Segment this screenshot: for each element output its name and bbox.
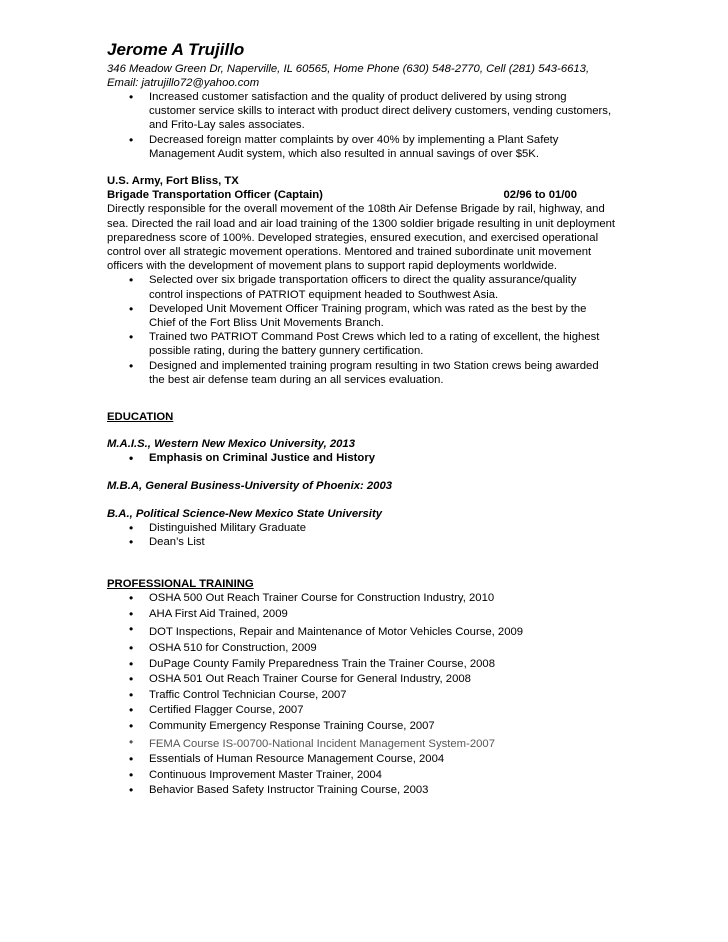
list-item: • Behavior Based Safety Instructor Training Course, 2003 [107, 783, 523, 799]
top-bullets [107, 90, 612, 161]
list-item: • Community Emergency Response Training Course, 2007 [107, 719, 523, 735]
list-item: • Traffic Control Technician Course, 2007 [107, 688, 523, 704]
contact-info [107, 62, 627, 90]
list-item: • OSHA 510 for Construction, 2009 [107, 641, 523, 657]
list-item: • Trained two PATRIOT Command Post Crews which led to a rating of excellent, the highest possible rating, during the battery gunnery certification. [107, 330, 612, 358]
degree-mba: M.B.A, General Business-University of Phoenix: 2003 [107, 480, 393, 492]
list-item: • Increased customer satisfaction and the quality of product delivered by using strong customer service skills to interact with product direct delivery customers, vending customers, and Frito-Lay sales associates. [107, 90, 612, 133]
list-item: • AHA First Aid Trained, 2009 [107, 607, 523, 623]
list-item: • Essentials of Human Resource Management Course, 2004 [107, 752, 523, 768]
training-section [107, 577, 523, 799]
list-item: • Developed Unit Movement Officer Training program, which was rated as the best by the Chief of the Fort Bliss Unit Movements Branch. [107, 302, 612, 330]
list-item: • OSHA 500 Out Reach Trainer Course for Construction Industry, 2010 [107, 591, 523, 607]
address-line: 346 Meadow Green Dr, Naperville, IL 60565, Home Phone (630) 548-2770, Cell (281) 543-6613, [107, 63, 590, 75]
list-item: • DuPage County Family Preparedness Train the Trainer Course, 2008 [107, 657, 523, 673]
degree-maas: M.A.I.S., Western New Mexico University, 2013 [107, 438, 355, 450]
list-item: • Emphasis on Criminal Justice and History [107, 451, 375, 465]
list-item: • Continuous Improvement Master Trainer, 2004 [107, 768, 523, 784]
list-item: • FEMA Course IS-00700-National Incident Management System-2007 [107, 735, 523, 753]
army-title-row [107, 188, 577, 202]
list-item: • Designed and implemented training program resulting in two Station crews being awarded the best air defense team during an all services evaluation. [107, 359, 612, 387]
education-heading: EDUCATION [107, 411, 174, 423]
list-item: • Certified Flagger Course, 2007 [107, 703, 523, 719]
list-item: • Decreased foreign matter complaints by over 40% by implementing a Plant Safety Management Audit system, which also resulted in annual savings of over $5K. [107, 133, 612, 161]
list-item: • Selected over six brigade transportation officers to direct the quality assurance/quality control inspections of PATRIOT equipment headed to Southwest Asia. [107, 273, 612, 301]
training-heading: PROFESSIONAL TRAINING [107, 578, 254, 590]
army-section [107, 174, 617, 387]
education-ba [107, 507, 382, 550]
list-item: • Distinguished Military Graduate [107, 521, 382, 535]
army-dates: 02/96 to 01/00 [503, 189, 577, 202]
list-item: • DOT Inspections, Repair and Maintenance of Motor Vehicles Course, 2009 [107, 622, 523, 641]
army-title: Brigade Transportation Officer (Captain) [107, 189, 323, 202]
email-line: Email: jatrujillo72@yahoo.com [107, 77, 260, 89]
army-description: Directly responsible for the overall movement of the 108th Air Defense Brigade by rail, highway, and sea. Directed the rail load and air load training of the 1300 soldier brigade resulting in unit deployment preparedness score of 100%. Developed strategies, ensured execution, and exercised operational control over all strategic movement operations. Mentored and trained subordinate unit movement officers with the development of movement plans to support rapid deployments worldwide. [107, 203, 616, 273]
resume-name: Jerome A Trujillo [107, 40, 245, 59]
degree-ba: B.A., Political Science-New Mexico State University [107, 508, 382, 520]
list-item: • OSHA 501 Out Reach Trainer Course for General Industry, 2008 [107, 672, 523, 688]
list-item: • Dean’s List [107, 535, 382, 549]
army-org: U.S. Army, Fort Bliss, TX [107, 175, 239, 187]
education-maas [107, 437, 375, 465]
